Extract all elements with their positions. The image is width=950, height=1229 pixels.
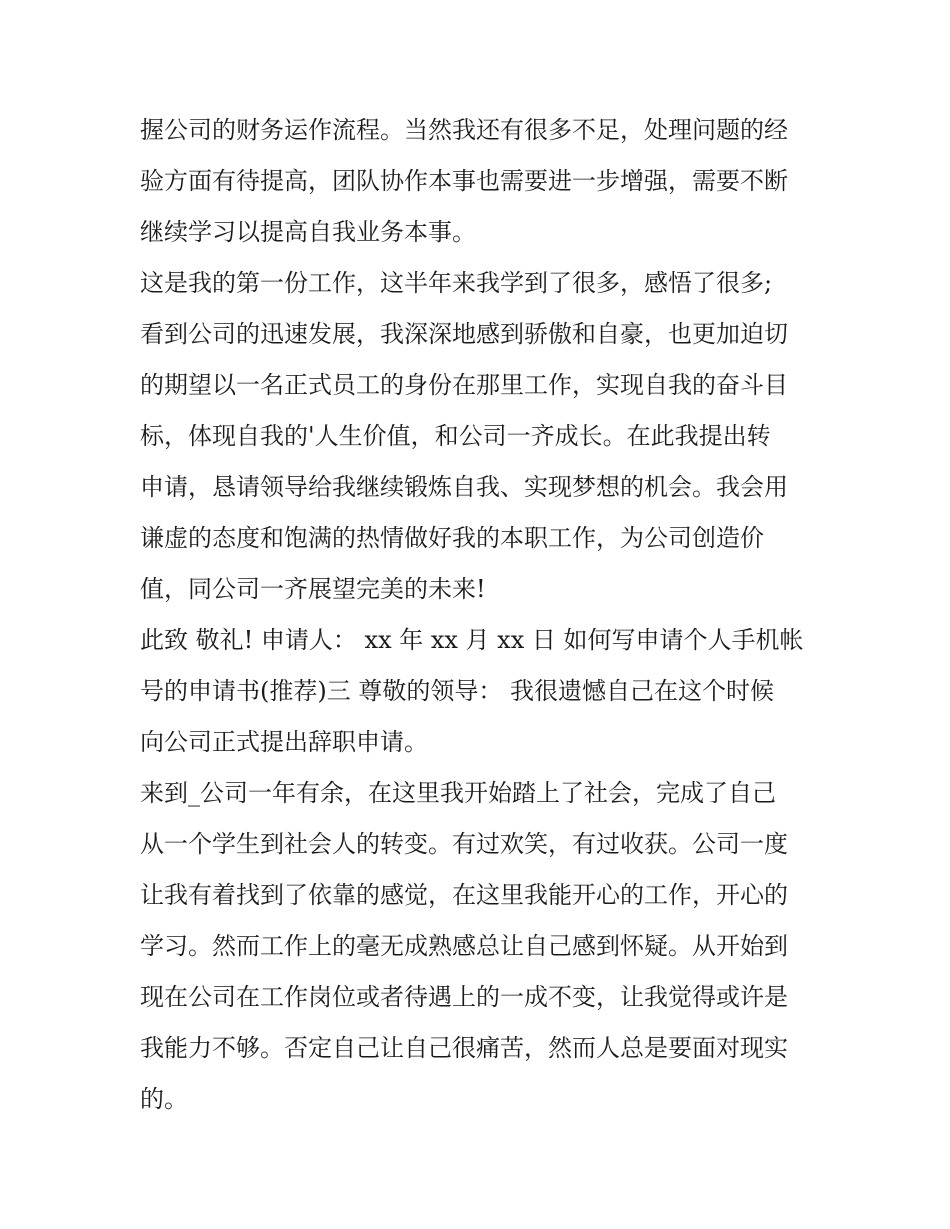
paragraph-first-job <box>140 258 820 615</box>
text-line: 这是我的第一份工作，这半年来我学到了很多，感悟了很多; <box>140 269 773 297</box>
text-line: 现在公司在工作岗位或者待遇上的一成不变，让我觉得或许是 <box>140 983 788 1011</box>
text-line: 来到_公司一年有余，在这里我开始踏上了社会，完成了自己 <box>140 779 776 807</box>
paragraph-finance-skills <box>140 105 820 258</box>
text-line: 看到公司的迅速发展，我深深地感到骄傲和自豪，也更加迫切 <box>140 320 788 348</box>
text-line: 继续学习以提高自我业务本事。 <box>140 218 476 246</box>
text-line: 号的申请书(推荐)三 尊敬的领导： 我很遗憾自己在这个时候 <box>140 677 774 705</box>
text-line: 标，体现自我的'人生价值，和公司一齐成长。在此我提出转 <box>140 422 771 450</box>
text-line: 学习。然而工作上的毫无成熟感总让自己感到怀疑。从开始到 <box>140 932 788 960</box>
text-line: 值，同公司一齐展望完美的未来! <box>140 575 486 603</box>
text-line: 向公司正式提出辞职申请。 <box>140 728 428 756</box>
document-body <box>140 105 820 1125</box>
paragraph-company-experience <box>140 768 820 1125</box>
text-line: 此致 敬礼! 申请人： xx 年 xx 月 xx 日 如何写申请个人手机帐 <box>140 626 804 654</box>
text-line: 的。 <box>140 1085 188 1113</box>
text-line: 让我有着找到了依靠的感觉，在这里我能开心的工作，开心的 <box>140 881 788 909</box>
text-line: 验方面有待提高，团队协作本事也需要进一步增强，需要不断 <box>140 167 788 195</box>
text-line: 我能力不够。否定自己让自己很痛苦，然而人总是要面对现实 <box>140 1034 788 1062</box>
text-line: 从一个学生到社会人的转变。有过欢笑，有过收获。公司一度 <box>140 830 788 858</box>
paragraph-closing-and-resignation <box>140 615 820 768</box>
text-line: 申请，恳请领导给我继续锻炼自我、实现梦想的机会。我会用 <box>140 473 788 501</box>
text-line: 握公司的财务运作流程。当然我还有很多不足，处理问题的经 <box>140 116 788 144</box>
text-line: 的期望以一名正式员工的身份在那里工作，实现自我的奋斗目 <box>140 371 788 399</box>
text-line: 谦虚的态度和饱满的热情做好我的本职工作，为公司创造价 <box>140 524 764 552</box>
